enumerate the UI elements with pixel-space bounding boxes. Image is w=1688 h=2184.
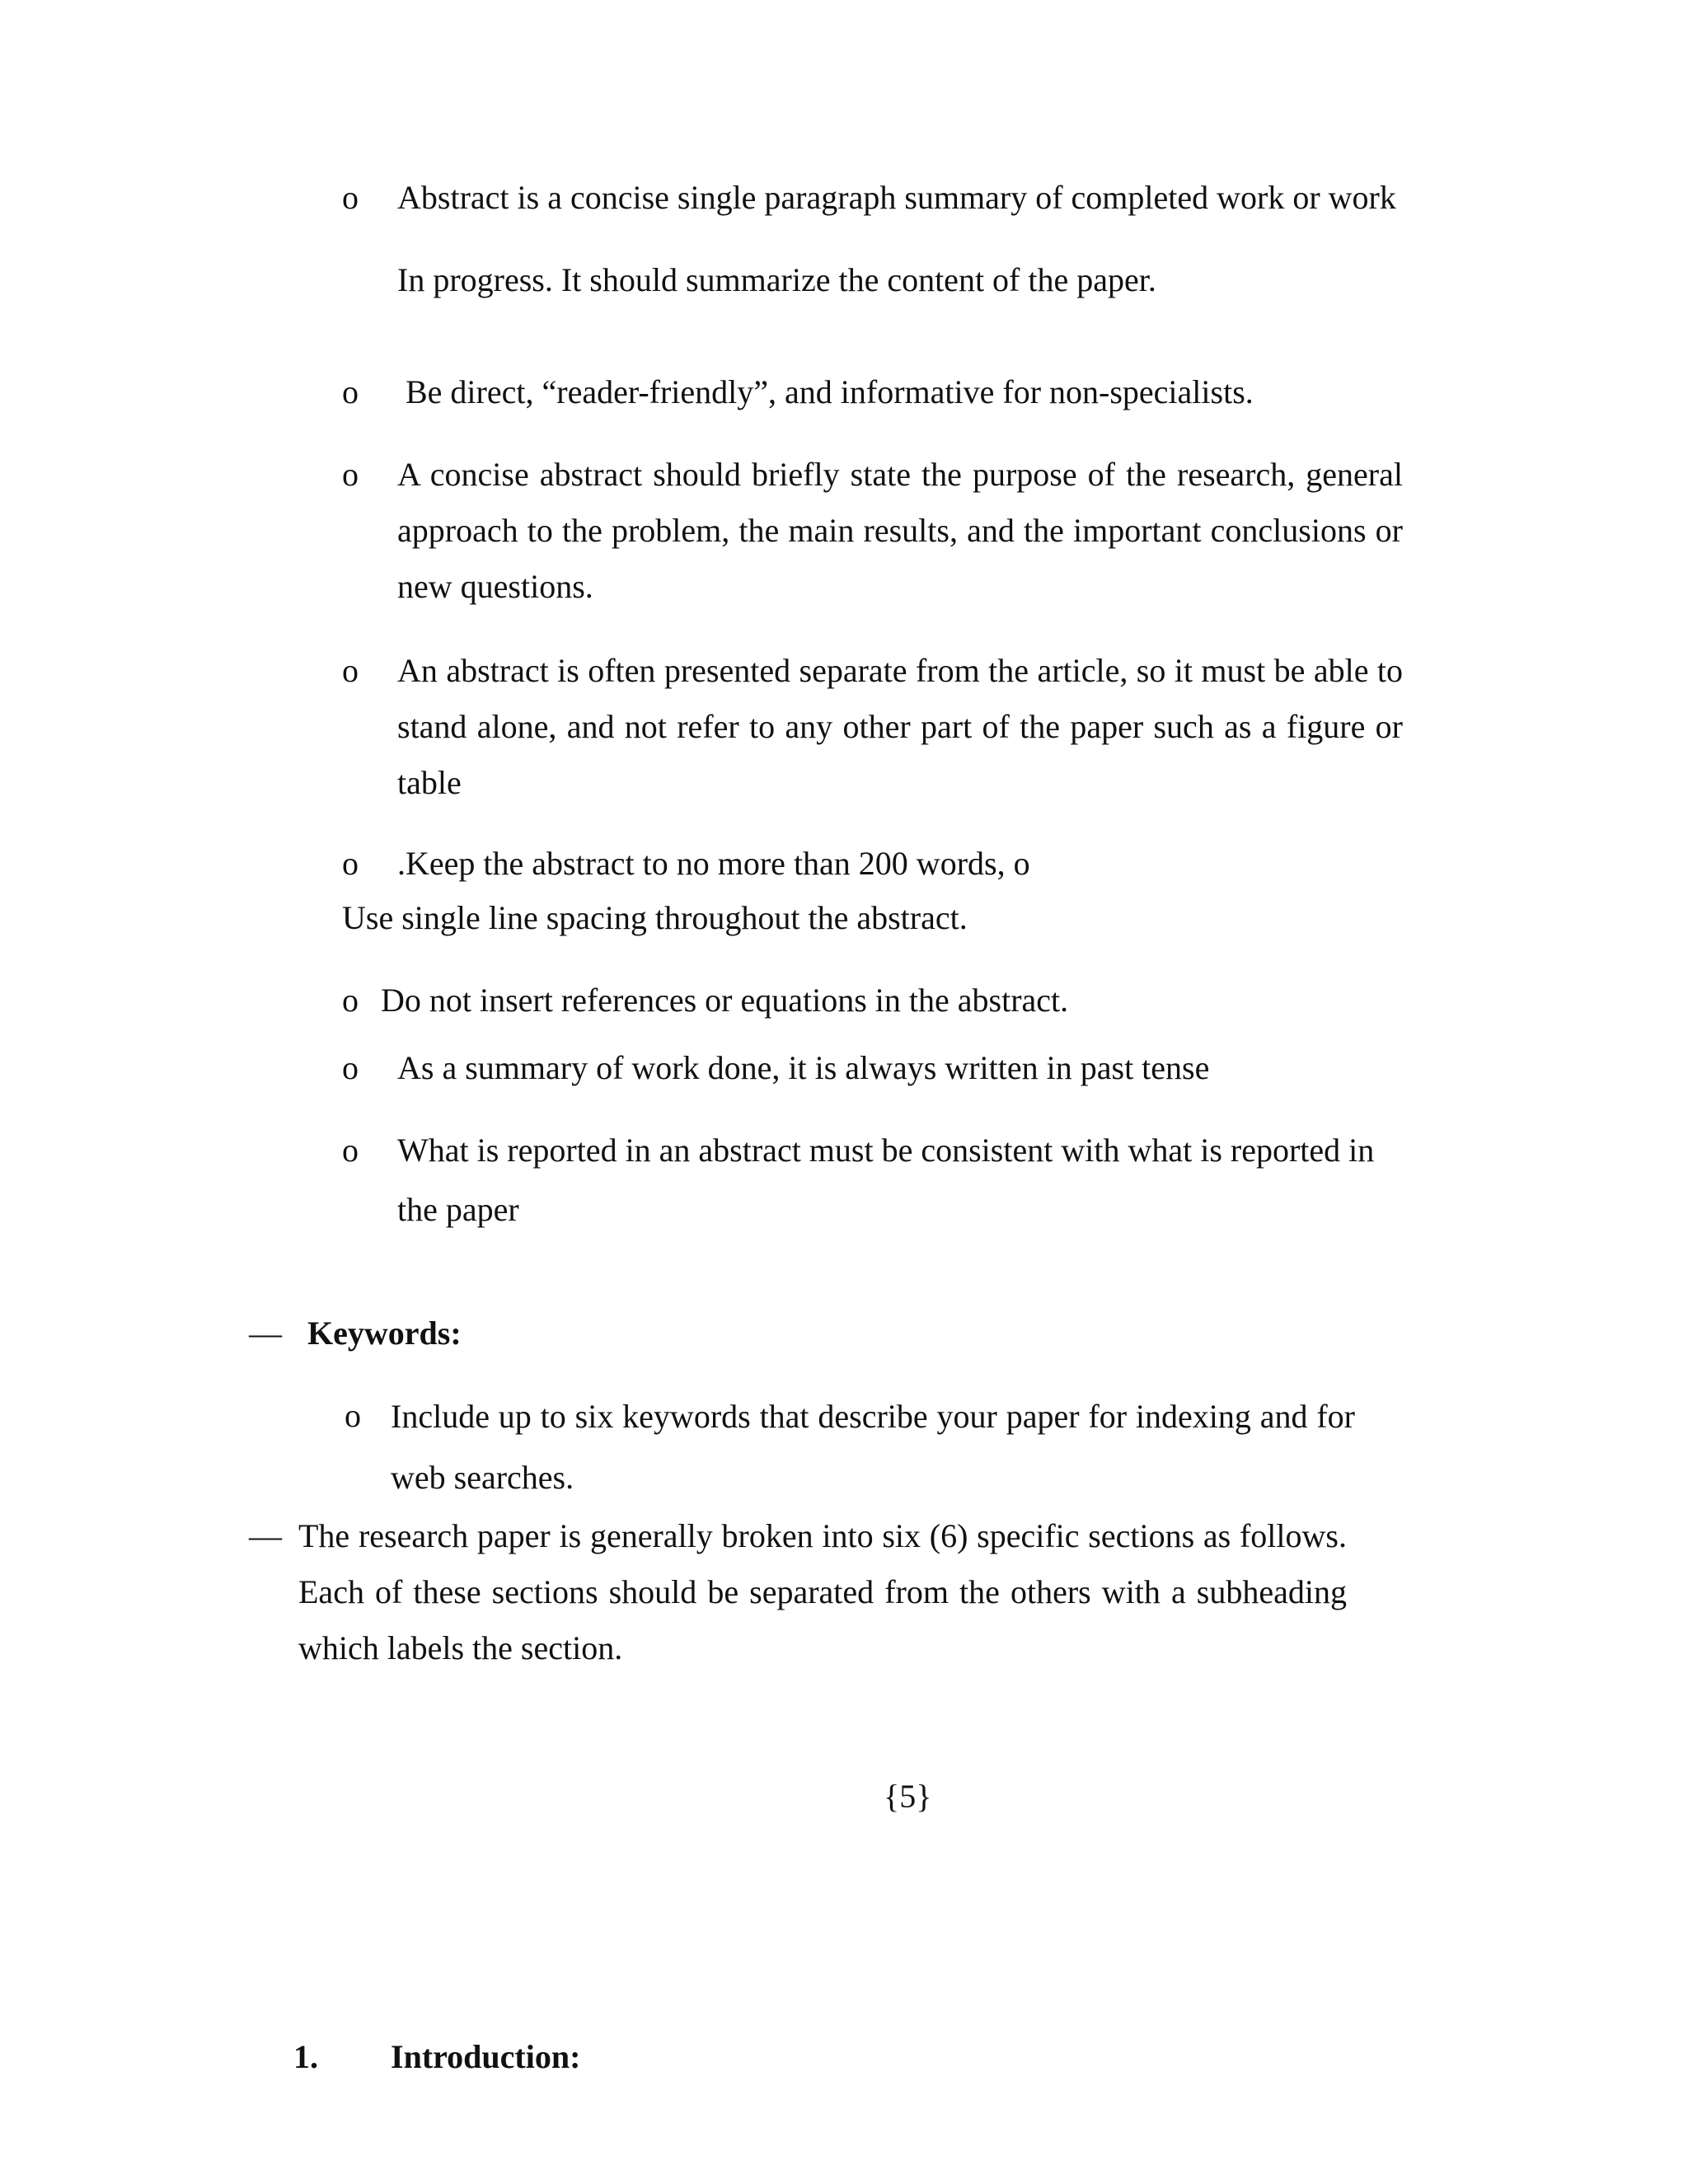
abstract-item-5-line-2: Use single line spacing throughout the abstract. [342,899,968,936]
bullet-marker: o [342,373,359,410]
dash-marker: — [249,1315,282,1352]
abstract-item-5-line-1: .Keep the abstract to no more than 200 words, o [397,845,1030,882]
bullet-marker: o [345,1397,361,1434]
dash-marker: — [249,1517,282,1554]
abstract-item-8-line-2: the paper [397,1191,519,1228]
abstract-item-8-line-1: What is reported in an abstract must be consistent with what is reported in [397,1132,1375,1169]
bullet-marker: o [342,1049,359,1086]
page-number: {5} [884,1778,932,1815]
bullet-marker: o [342,982,359,1019]
bullet-marker: o [342,845,359,882]
abstract-item-1-line-2: In progress. It should summarize the content of the paper. [397,261,1156,298]
abstract-item-2: Be direct, “reader-friendly”, and informative for non-specialists. [406,373,1254,410]
keywords-item: Include up to six keywords that describe your paper for indexing and for web searches. [391,1398,1355,1496]
sections-note: The research paper is generally broken into six (6) specific sections as follows. Each of these sections should be separated from the others with a subheading which labels the section. [298,1517,1347,1666]
section-number: 1. [293,2038,318,2075]
keywords-heading: Keywords: [307,1315,462,1352]
abstract-item-1-line-1: Abstract is a concise single paragraph summary of completed work or work [397,179,1396,216]
section-title: Introduction: [391,2038,581,2075]
bullet-marker: o [342,1132,359,1169]
bullet-marker: o [342,179,359,216]
bullet-marker: o [342,652,359,689]
abstract-item-6: Do not insert references or equations in the abstract. [381,982,1069,1019]
bullet-marker: o [342,456,359,493]
abstract-item-7: As a summary of work done, it is always written in past tense [397,1049,1210,1086]
abstract-item-3: A concise abstract should briefly state the purpose of the research, general approach to the problem, the main results, and the important conclusions or new questions. [397,456,1403,605]
abstract-item-4: An abstract is often presented separate from the article, so it must be able to stand alone, and not refer to any other part of the paper such as a figure or table [397,652,1403,801]
